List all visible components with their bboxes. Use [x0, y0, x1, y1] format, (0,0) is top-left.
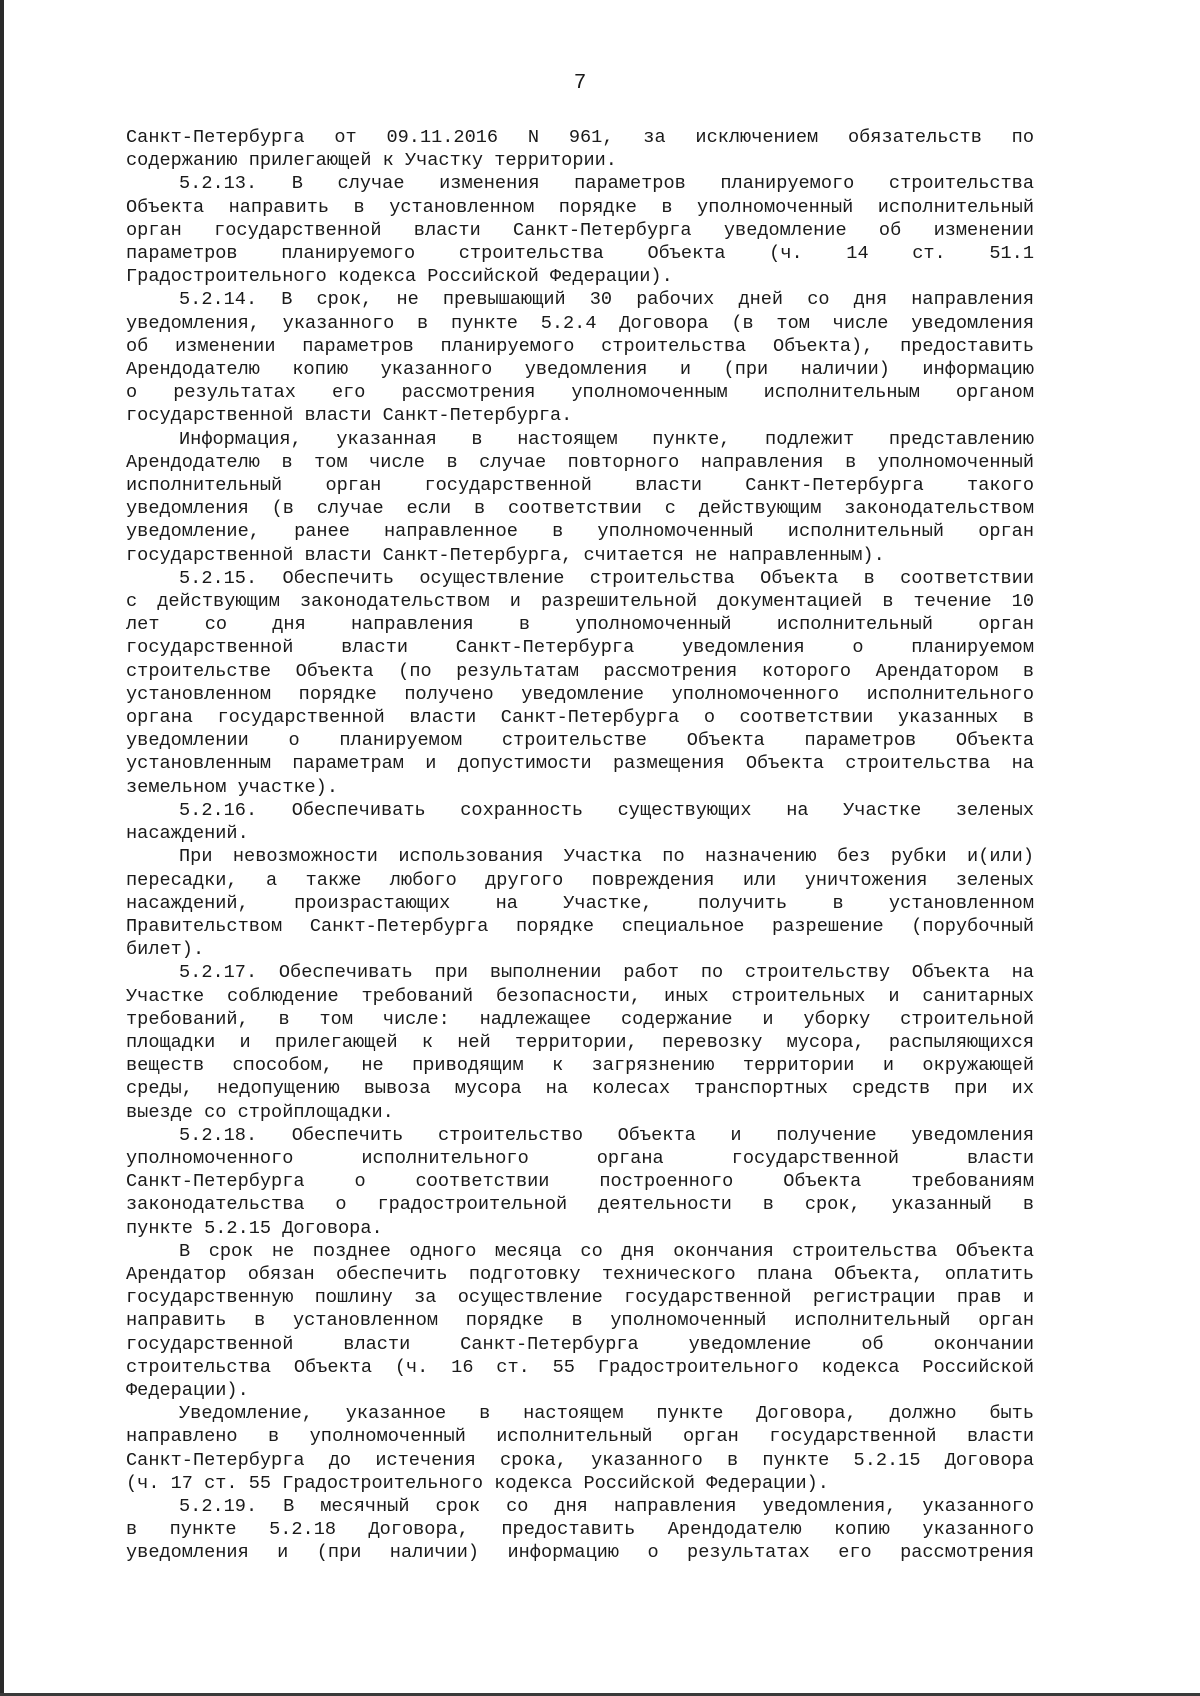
text-line: направить в установленном порядке в уполномоченный исполнительный орган	[126, 1310, 1034, 1332]
text-line: Санкт-Петербурга о соответствии построенного Объекта требованиям	[126, 1171, 1034, 1193]
text-line: Правительством Санкт-Петербурга порядке специальное разрешение (порубочный	[126, 915, 1034, 937]
text-line: направлено в уполномоченный исполнительный орган государственной власти	[126, 1426, 1034, 1448]
text-line: При невозможности использования Участка по назначению без рубки и(или)	[179, 846, 1034, 868]
text-line: государственную пошлину за осуществление государственной регистрации прав и	[126, 1287, 1034, 1309]
paragraph	[126, 1124, 1034, 1240]
text-line: В срок не позднее одного месяца со дня окончания строительства Объекта	[179, 1240, 1034, 1262]
text-line: пересадки, а также любого другого повреждения или уничтожения зеленых	[126, 869, 1034, 891]
text-line: Информация, указанная в настоящем пункте, подлежит представлению	[179, 428, 1034, 450]
text-line: 5.2.18. Обеспечить строительство Объекта и получение уведомления	[179, 1124, 1034, 1146]
paragraph	[126, 172, 1034, 288]
text-line: установленным параметрам и допустимости размещения Объекта строительства на	[126, 753, 1034, 775]
text-line: государственной власти Санкт-Петербурга уведомления о планируемом	[126, 637, 1034, 659]
text-line: уполномоченного исполнительного органа государственной власти	[126, 1147, 1034, 1169]
text-line: 5.2.19. В месячный срок со дня направления уведомления, указанного	[179, 1495, 1034, 1517]
text-line: в пункте 5.2.18 Договора, предоставить Арендодателю копию указанного	[126, 1519, 1034, 1541]
text-line: уведомления (в случае если в соответствии с действующим законодательством	[126, 498, 1034, 520]
text-line: органа государственной власти Санкт-Петербурга о соответствии указанных в	[126, 707, 1034, 729]
text-line: 5.2.17. Обеспечивать при выполнении работ по строительству Объекта на	[179, 962, 1034, 984]
text-line: строительстве Объекта (по результатам рассмотрения которого Арендатором в	[126, 660, 1034, 682]
paragraph	[126, 1402, 1034, 1495]
text-line: площадки и прилегающей к ней территории, перевозку мусора, распыляющихся	[126, 1031, 1034, 1053]
text-line: 5.2.16. Обеспечивать сохранность существующих на Участке зеленых	[179, 799, 1034, 821]
paragraph	[126, 567, 1034, 799]
paragraph	[126, 961, 1034, 1123]
text-line: 5.2.14. В срок, не превышающий 30 рабочих дней со дня направления	[179, 289, 1034, 311]
text-line: уведомление, ранее направленное в уполномоченный исполнительный орган	[126, 521, 1034, 543]
text-line: установленном порядке получено уведомление уполномоченного исполнительного	[126, 683, 1034, 705]
text-line: государственной власти Санкт-Петербурга.	[126, 405, 573, 427]
scan-left-edge	[0, 0, 4, 1696]
text-line: веществ способом, не приводящим к загрязнению территории и окружающей	[126, 1055, 1034, 1077]
text-line: насаждений, произрастающих на Участке, получить в установленном	[126, 892, 1034, 914]
text-line: исполнительный орган государственной власти Санкт-Петербурга такого	[126, 475, 1034, 497]
text-line: законодательства о градостроительной деятельности в срок, указанный в	[126, 1194, 1034, 1216]
text-line: Участке соблюдение требований безопасности, иных строительных и санитарных	[126, 985, 1034, 1007]
text-line: уведомления и (при наличии) информацию о результатах его рассмотрения	[126, 1542, 1034, 1564]
text-line: пункте 5.2.15 Договора.	[126, 1217, 383, 1239]
text-line: требований, в том числе: надлежащее содержание и уборку строительной	[126, 1008, 1034, 1030]
paragraph	[126, 1240, 1034, 1402]
paragraph	[126, 126, 1034, 172]
document-body	[126, 126, 1034, 1565]
text-line: уведомления, указанного в пункте 5.2.4 Договора (в том числе уведомления	[126, 312, 1034, 334]
text-line: об изменении параметров планируемого строительства Объекта), предоставить	[126, 335, 1034, 357]
page-number: 7	[573, 72, 587, 95]
text-line: (ч. 17 ст. 55 Градостроительного кодекса Российской Федерации).	[126, 1472, 829, 1494]
text-line: 5.2.13. В случае изменения параметров планируемого строительства	[179, 173, 1034, 195]
paragraph	[126, 288, 1034, 427]
text-line: Арендодателю копию указанного уведомления и (при наличии) информацию	[126, 359, 1034, 381]
text-line: Градостроительного кодекса Российской Федерации).	[126, 266, 673, 288]
text-line: Арендатор обязан обеспечить подготовку технического плана Объекта, оплатить	[126, 1263, 1034, 1285]
text-line: Объекта направить в установленном порядке в уполномоченный исполнительный	[126, 196, 1034, 218]
text-line: билет).	[126, 939, 205, 961]
text-line: Санкт-Петербурга от 09.11.2016 N 961, за исключением обязательств по	[126, 127, 1034, 148]
paragraph	[126, 1495, 1034, 1565]
text-line: земельном участке).	[126, 776, 339, 798]
text-line: среды, недопущению вывоза мусора на колесах транспортных средств при их	[126, 1078, 1034, 1100]
text-line: государственной власти Санкт-Петербурга уведомление об окончании	[126, 1333, 1034, 1355]
paragraph	[126, 845, 1034, 961]
text-line: государственной власти Санкт-Петербурга, считается не направленным).	[126, 544, 885, 566]
text-line: с действующим законодательством и разрешительной документацией в течение 10	[126, 591, 1034, 613]
text-line: 5.2.15. Обеспечить осуществление строительства Объекта в соответствии	[179, 567, 1034, 589]
text-line: Санкт-Петербурга до истечения срока, указанного в пункте 5.2.15 Договора	[126, 1449, 1034, 1471]
text-line: параметров планируемого строительства Объекта (ч. 14 ст. 51.1	[126, 243, 1034, 265]
text-line: орган государственной власти Санкт-Петербурга уведомление об изменении	[126, 219, 1034, 241]
text-line: о результатах его рассмотрения уполномоченным исполнительным органом	[126, 382, 1034, 404]
text-line: выезде со стройплощадки.	[126, 1101, 394, 1123]
text-line: Уведомление, указанное в настоящем пункте Договора, должно быть	[179, 1403, 1034, 1425]
text-line: Федерации).	[126, 1379, 249, 1401]
text-line: строительства Объекта (ч. 16 ст. 55 Градостроительного кодекса Российской	[126, 1356, 1034, 1378]
text-line: Арендодателю в том числе в случае повторного направления в уполномоченный	[126, 451, 1034, 473]
text-line: насаждений.	[126, 823, 249, 845]
paragraph	[126, 428, 1034, 567]
text-line: уведомлении о планируемом строительстве Объекта параметров Объекта	[126, 730, 1034, 752]
text-line: лет со дня направления в уполномоченный исполнительный орган	[126, 614, 1034, 636]
text-line: содержанию прилегающей к Участку территории.	[126, 150, 617, 172]
paragraph	[126, 799, 1034, 845]
